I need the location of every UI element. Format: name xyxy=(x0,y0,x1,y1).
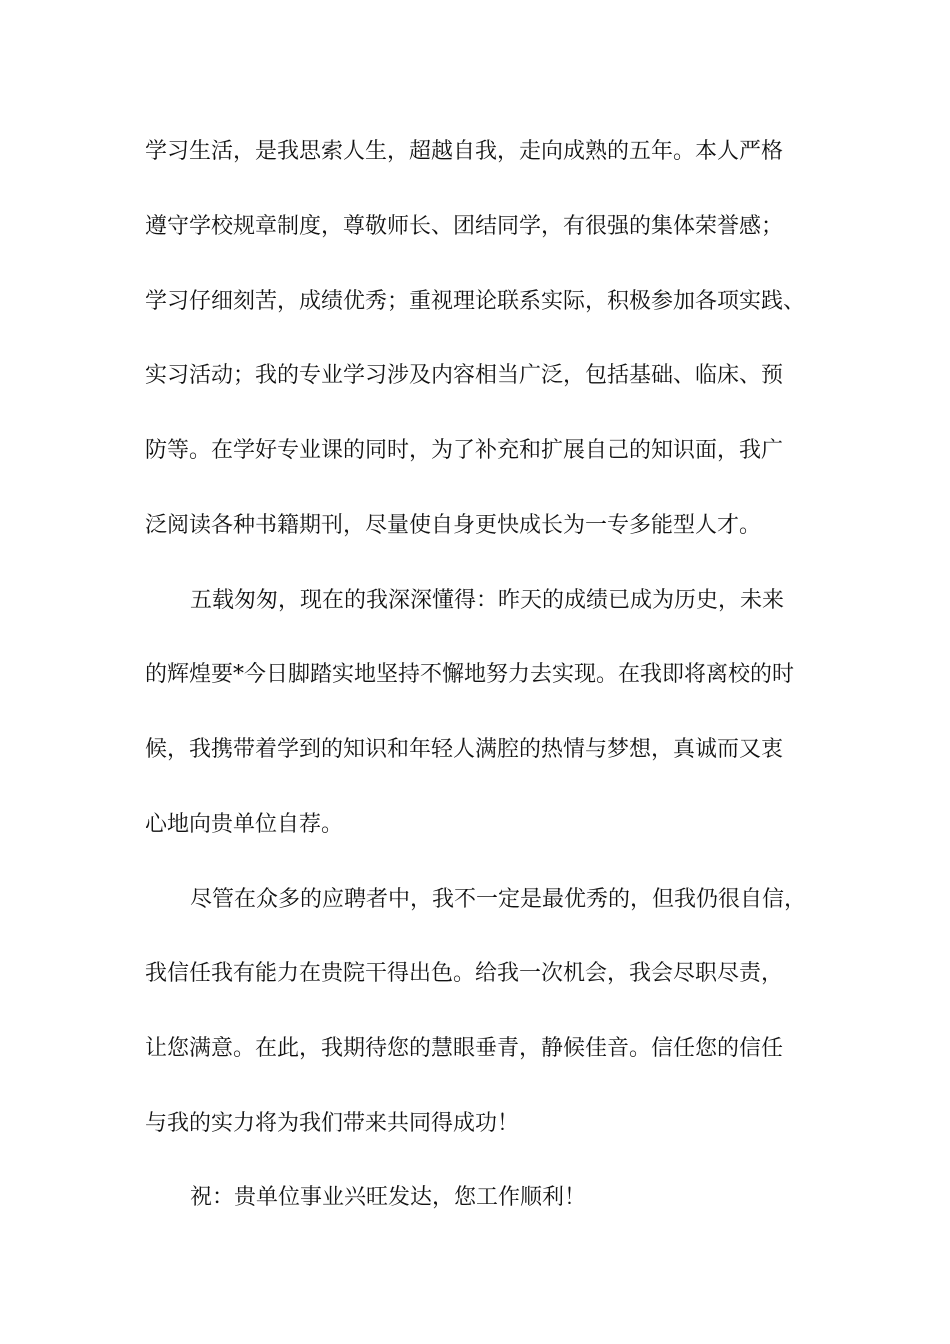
text-line: 泛阅读各种书籍期刊，尽量使自身更快成长为一专多能型人才。 xyxy=(145,513,762,538)
text-line: 候，我携带着学到的知识和年轻人满腔的热情与梦想，真诚而又衷 xyxy=(145,737,784,762)
text-line: 的辉煌要*今日脚踏实地坚持不懈地努力去实现。在我即将离校的时 xyxy=(145,662,795,687)
text-line: 让您满意。在此，我期待您的慧眼垂青，静候佳音。信任您的信任 xyxy=(145,1036,784,1061)
text-line: 祝：贵单位事业兴旺发达，您工作顺利！ xyxy=(190,1185,587,1210)
text-line: 五载匆匆，现在的我深深懂得：昨天的成绩已成为历史，未来 xyxy=(190,588,785,613)
text-line: 尽管在众多的应聘者中，我不一定是最优秀的，但我仍很自信， xyxy=(190,887,807,912)
text-line: 学习生活，是我思索人生，超越自我，走向成熟的五年。本人严格 xyxy=(145,139,784,164)
text-line: 学习仔细刻苦，成绩优秀；重视理论联系实际，积极参加各项实践、 xyxy=(145,289,806,314)
text-line: 我信任我有能力在贵院干得出色。给我一次机会，我会尽职尽责， xyxy=(145,961,784,986)
text-line: 实习活动；我的专业学习涉及内容相当广泛，包括基础、临床、预 xyxy=(145,363,784,388)
text-line: 与我的实力将为我们带来共同得成功！ xyxy=(145,1111,520,1136)
text-line: 防等。在学好专业课的同时，为了补充和扩展自己的知识面，我广 xyxy=(145,438,784,463)
text-line: 心地向贵单位自荐。 xyxy=(145,812,344,837)
text-line: 遵守学校规章制度，尊敬师长、团结同学，有很强的集体荣誉感； xyxy=(145,214,784,239)
